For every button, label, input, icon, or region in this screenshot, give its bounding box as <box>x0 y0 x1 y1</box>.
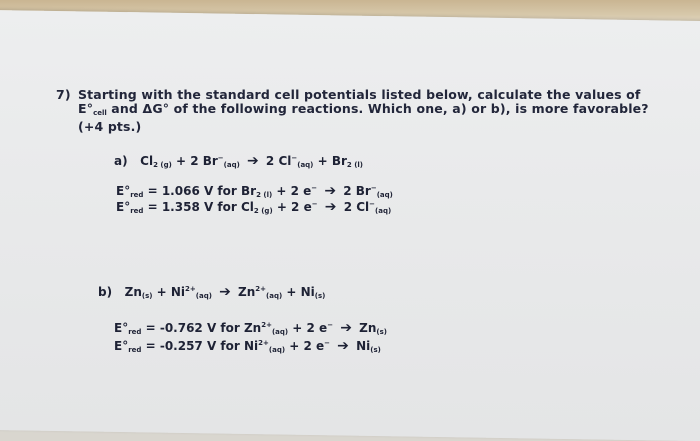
part-a-reactant-1-state: 2 (g) <box>153 161 172 169</box>
part-b-half-1-state: (aq) <box>271 328 289 336</box>
part-b-reactant-2-charge: 2+ <box>185 285 196 293</box>
part-a-reactant-2: 2 Br <box>190 154 218 168</box>
part-a-product-2-state: 2 (l) <box>346 161 363 169</box>
ered-symbol: E° <box>114 321 129 335</box>
part-a-reactant-2-charge: − <box>217 154 224 162</box>
part-a-plus-1: + <box>171 154 191 168</box>
part-a-half-2-product: 2 Cl <box>343 200 370 214</box>
reaction-arrow-icon: ➔ <box>337 338 349 354</box>
ered-symbol: E° <box>114 339 129 353</box>
part-b-half-1-electrons: + 2 e <box>288 321 328 335</box>
reaction-arrow-icon: ➔ <box>324 183 337 199</box>
part-a-half-1-product-charge: − <box>370 184 377 192</box>
reaction-arrow-icon: ➔ <box>219 284 231 300</box>
part-a-potential-1: = 1.066 V for Br <box>143 184 257 198</box>
ered-subscript: red <box>130 207 144 215</box>
part-a-half-2-product-state: (aq) <box>375 207 392 215</box>
part-a-product-2: Br <box>331 154 347 168</box>
electron-charge: − <box>324 339 330 347</box>
part-b-half-reaction-2 <box>114 338 381 354</box>
ecell-symbol: E° <box>78 101 94 116</box>
part-b-half-2-charge: 2+ <box>258 339 269 347</box>
part-b-reactant-2-state: (aq) <box>195 292 212 300</box>
part-b-plus-1: + <box>152 285 171 299</box>
part-a-reactant-2-state: (aq) <box>223 161 240 169</box>
part-a-product-1-charge: − <box>291 154 298 162</box>
part-a-product-1: 2 Cl <box>265 154 292 168</box>
reaction-arrow-icon: ➔ <box>247 153 259 169</box>
part-a-product-1-state: (aq) <box>297 161 314 169</box>
part-b-reactant-1: Zn <box>124 285 142 299</box>
question-task: and ΔG° of the following reactions. Which one, a) or b), is more favorable? <box>106 101 649 116</box>
part-b-half-1-charge: 2+ <box>261 321 272 329</box>
electron-charge: − <box>311 200 318 208</box>
points-label: (+4 pts.) <box>78 119 142 134</box>
part-b-product-1: Zn <box>238 285 256 299</box>
part-b-half-2-state: (aq) <box>268 346 286 354</box>
part-b-half-1-product-state: (s) <box>376 328 387 336</box>
reaction-arrow-icon: ➔ <box>340 320 352 336</box>
ered-subscript: red <box>128 328 142 336</box>
part-b-reactant-1-state: (s) <box>141 292 153 300</box>
electron-charge: − <box>311 184 318 192</box>
question-number: 7) <box>56 87 71 102</box>
ered-symbol: E° <box>116 200 131 214</box>
part-b-product-1-state: (aq) <box>266 292 283 300</box>
part-b-half-reaction-1 <box>114 320 387 336</box>
part-a-half-2-state: 2 (g) <box>253 207 273 215</box>
part-b-product-2-state: (s) <box>314 292 326 300</box>
worksheet-paper <box>0 10 700 441</box>
ered-symbol: E° <box>116 184 131 198</box>
question-line-3 <box>56 120 676 134</box>
part-a-half-2-product-charge: − <box>369 200 376 208</box>
part-b-label: b) <box>98 285 113 299</box>
part-a-half-reaction-2 <box>116 199 391 215</box>
part-b-half-2-product-state: (s) <box>370 346 381 354</box>
electron-charge: − <box>327 321 334 329</box>
part-a-half-reaction-1 <box>116 183 393 199</box>
part-b-half-2-electrons: + 2 e <box>285 339 325 353</box>
part-a-half-1-product: 2 Br <box>343 184 371 198</box>
ered-subscript: red <box>128 346 142 354</box>
question-7 <box>56 88 676 134</box>
ecell-subscript: cell <box>93 109 107 117</box>
part-b-half-2-product: Ni <box>356 339 371 353</box>
part-a-potential-2: = 1.358 V for Cl <box>143 200 254 214</box>
ered-subscript: red <box>130 191 144 199</box>
part-b-reaction <box>98 284 325 300</box>
part-b-reactant-2: Ni <box>170 285 186 299</box>
part-a-half-2-electrons: + 2 e <box>272 200 312 214</box>
part-a-label: a) <box>114 154 128 168</box>
question-line-1 <box>56 88 676 102</box>
part-a-reactant-1: Cl <box>140 154 154 168</box>
part-a-half-1-state: 2 (l) <box>256 191 273 199</box>
part-b-potential-1: = -0.762 V for Zn <box>141 321 262 335</box>
part-b-potential-2: = -0.257 V for Ni <box>141 339 259 353</box>
part-a-half-1-electrons: + 2 e <box>272 184 312 198</box>
part-a-half-1-product-state: (aq) <box>376 191 393 199</box>
part-b-product-2: Ni <box>300 285 315 299</box>
part-b-half-1-product: Zn <box>359 321 377 335</box>
question-instruction: Starting with the standard cell potentials listed below, calculate the values of <box>78 87 641 102</box>
question-line-2 <box>56 102 676 120</box>
reaction-arrow-icon: ➔ <box>324 199 337 215</box>
part-a-reaction <box>114 153 363 169</box>
part-b-product-1-charge: 2+ <box>255 285 267 293</box>
part-b-plus-2: + <box>282 285 301 299</box>
part-a-plus-2: + <box>313 154 332 168</box>
